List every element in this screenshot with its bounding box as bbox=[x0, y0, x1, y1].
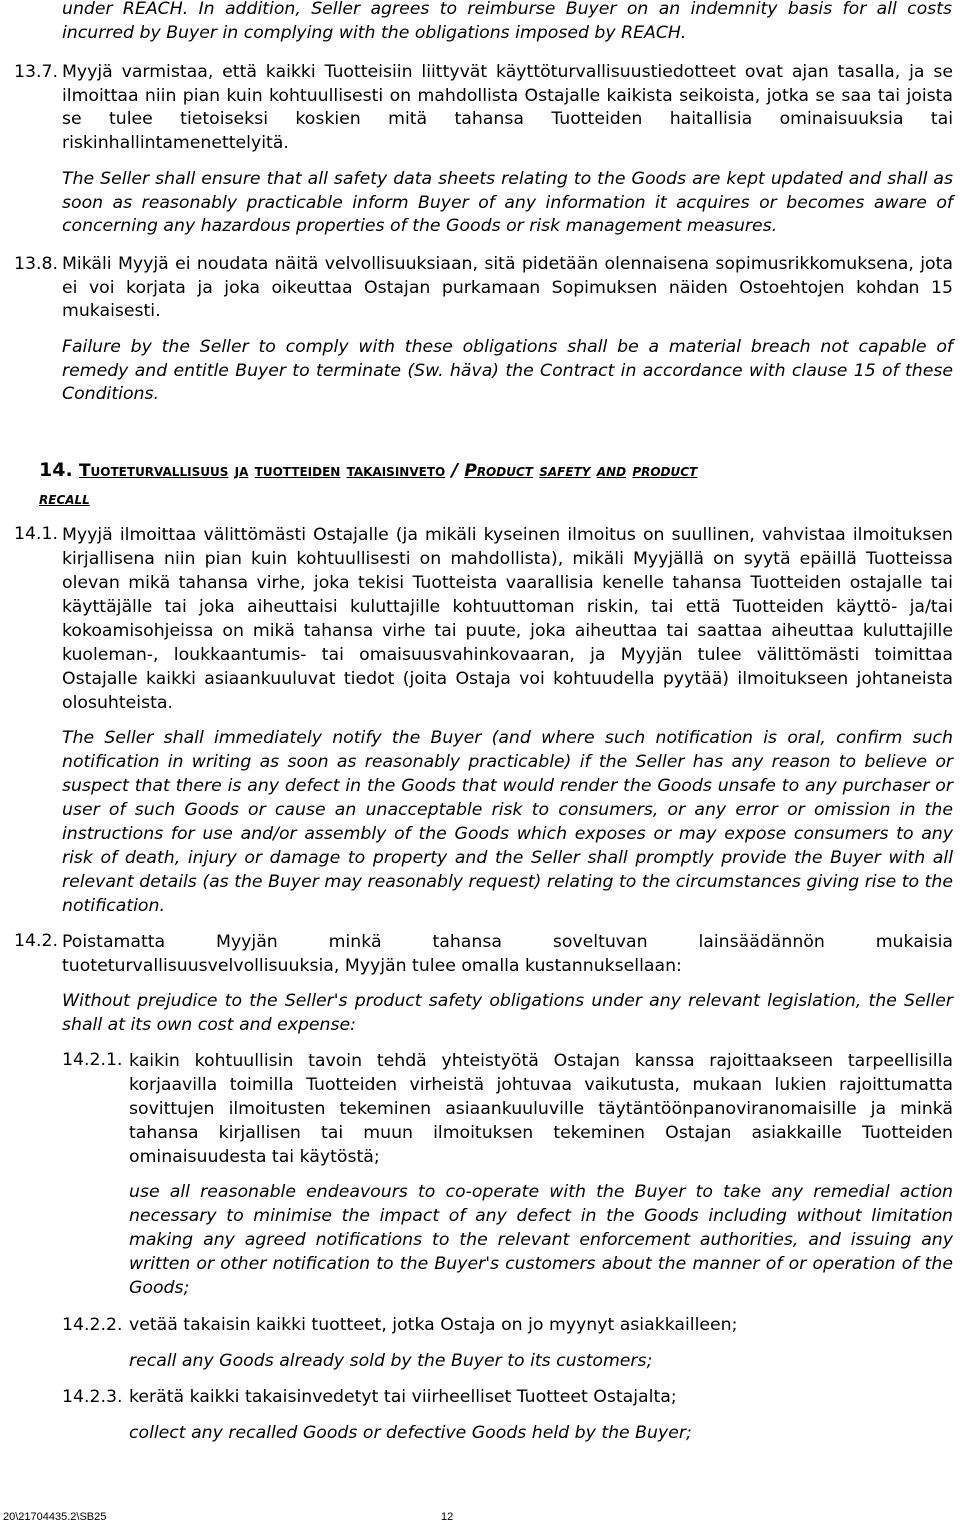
clause-number-14-2-3: 14.2.3. bbox=[62, 1387, 123, 1407]
heading-word: recall bbox=[39, 489, 90, 509]
clause-14-1-english: The Seller shall immediately notify the Buyer (and where such notification is oral, confirm such notification in writing as soon as reasonably practicable) if the Seller has any reason to believe or suspect that there is any defect in the Goods that would render the Goods unsafe to any purchaser or user of such Goods or cause an unacceptable risk to consumers, or any error or omission in the instructions for use and/or assembly of the Goods which exposes or may expose consumers to any risk of death, injury or damage to property and the Seller shall promptly provide the Buyer with all relevant details (as the Buyer may reasonably request) relating to the circumstances giving rise to the notification. bbox=[62, 728, 953, 916]
heading-word: Tuoteturvallisuus bbox=[78, 461, 229, 481]
section-number-14: 14. bbox=[39, 459, 73, 481]
clause-14-2-2-english: recall any Goods already sold by the Buyer to its customers; bbox=[129, 1351, 653, 1371]
footer-document-reference: 20\21704435.2\SB25 bbox=[3, 1511, 107, 1523]
clause-number-14-2-1: 14.2.1. bbox=[62, 1050, 123, 1070]
reach-continuation-text: under REACH. In addition, Seller agrees to reimburse Buyer on an indemnity basis for all costs incurred by Buyer in complying with the obligations imposed by REACH. bbox=[62, 0, 952, 43]
section-14-heading bbox=[39, 456, 959, 513]
clause-14-1-finnish: Myyjä ilmoittaa välittömästi Ostajalle (ja mikäli kyseinen ilmoitus on suullinen, vahvistaa ilmoituksen kirjallisena niin pian kuin kohtuullisesti on mahdollista), mikäli Myyjällä on syytä epäillä Tuotteissa olevan mikä tahansa virhe, joka tekisi Tuotteista vaarallisia kenelle tahansa Tuotteiden ostajalle tai käyttäjälle tai joka aiheuttaisi kuluttajille kohtuuttoman riskin, tai että Tuotteiden käyttö- ja/tai kokoamisohjeissa on mikä tahansa virhe tai puute, joka aiheuttaa tai saattaa aiheuttaa kuluttajille kuoleman-, loukkaantumis- tai omaisuusvahinkovaaran, ja Myyjän tulee välittömästi toimittaa Ostajalle kaikki asiaankuuluvat tiedot (joita Ostaja voi kohtuudella pyytää) ilmoitukseen johtaneista olosuhteista. bbox=[62, 525, 953, 713]
heading-separator: / bbox=[451, 460, 459, 481]
clause-number-14-1: 14.1. bbox=[14, 524, 58, 544]
clause-14-2-2-finnish: vetää takaisin kaikki tuotteet, jotka Ostaja on jo myynyt asiakkailleen; bbox=[129, 1315, 738, 1335]
clause-13-8-english: Failure by the Seller to comply with these obligations shall be a material breach not capable of remedy and entitle Buyer to terminate (Sw. häva) the Contract in accordance with clause 15 of these Conditions. bbox=[62, 337, 953, 404]
clause-14-2-3-finnish: kerätä kaikki takaisinvedetyt tai viirheelliset Tuotteet Ostajalta; bbox=[129, 1387, 677, 1407]
footer-page-number: 12 bbox=[441, 1511, 454, 1523]
clause-14-2-english: Without prejudice to the Seller's product safety obligations under any relevant legislation, the Seller shall at its own cost and expense: bbox=[62, 991, 953, 1035]
heading-word: product bbox=[632, 461, 698, 481]
clause-number-14-2-2: 14.2.2. bbox=[62, 1315, 123, 1335]
clause-13-8-finnish: Mikäli Myyjä ei noudata näitä velvollisuuksiaan, sitä pidetään olennaisena sopimusrikkomuksena, jota ei voi korjata ja joka oikeuttaa Ostajan purkamaan Sopimuksen näiden Ostoehtojen kohdan 15 mukaisesti. bbox=[62, 254, 953, 321]
clause-14-2-1-english: use all reasonable endeavours to co-operate with the Buyer to take any remedial action necessary to minimise the impact of any defect in the Goods including without limitation making any agreed notifications to the relevant enforcement authorities, and issuing any written or other notification to the Buyer's customers about the manner of or operation of the Goods; bbox=[129, 1182, 953, 1298]
heading-word: ja bbox=[234, 461, 249, 481]
clause-14-2-1-finnish: kaikin kohtuullisin tavoin tehdä yhteistyötä Ostajan kanssa rajoittaakseen tarpeellisilla korjaavilla toimilla Tuotteiden virheistä johtuvaa vaikutusta, mukaan lukien rajoittumatta sovittujen ilmoitusten tekeminen asiaankuuluville täytäntöönpanoviranomaisille ja minkä tahansa kirjallisen tai muun ilmoituksen tekeminen Ostajan asiakkaille Tuotteiden ominaisuudesta tai käytöstä; bbox=[129, 1051, 953, 1167]
heading-word: and bbox=[596, 461, 627, 481]
heading-word: safety bbox=[539, 461, 591, 481]
heading-word: takaisinveto bbox=[346, 461, 446, 481]
clause-number-13-7: 13.7. bbox=[14, 62, 58, 82]
clause-number-13-8: 13.8. bbox=[14, 254, 58, 274]
heading-word: tuotteiden bbox=[254, 461, 341, 481]
heading-word: Product bbox=[464, 461, 533, 481]
clause-14-2-3-english: collect any recalled Goods or defective Goods held by the Buyer; bbox=[129, 1423, 692, 1443]
clause-14-2-finnish: Poistamatta Myyjän minkä tahansa soveltuvan lainsäädännön mukaisia tuoteturvallisuusvelvollisuuksia, Myyjän tulee omalla kustannuksellaan: bbox=[62, 932, 953, 976]
clause-13-7-english: The Seller shall ensure that all safety data sheets relating to the Goods are kept updated and shall as soon as reasonably practicable inform Buyer of any information it acquires or becomes aware of concerning any hazardous properties of the Goods or risk management measures. bbox=[62, 169, 953, 236]
clause-number-14-2: 14.2. bbox=[14, 931, 58, 951]
clause-13-7-finnish: Myyjä varmistaa, että kaikki Tuotteisiin liittyvät käyttöturvallisuustiedotteet ovat ajan tasalla, ja se ilmoittaa niin pian kuin kohtuullisesti on mahdollista Ostajalle kaikista seikoista, jotka se saa tai joista se tulee tietoiseksi koskien mitä tahansa Tuotteiden haitallisia ominaisuuksia tai riskinhallintamenettelyitä. bbox=[62, 62, 953, 153]
